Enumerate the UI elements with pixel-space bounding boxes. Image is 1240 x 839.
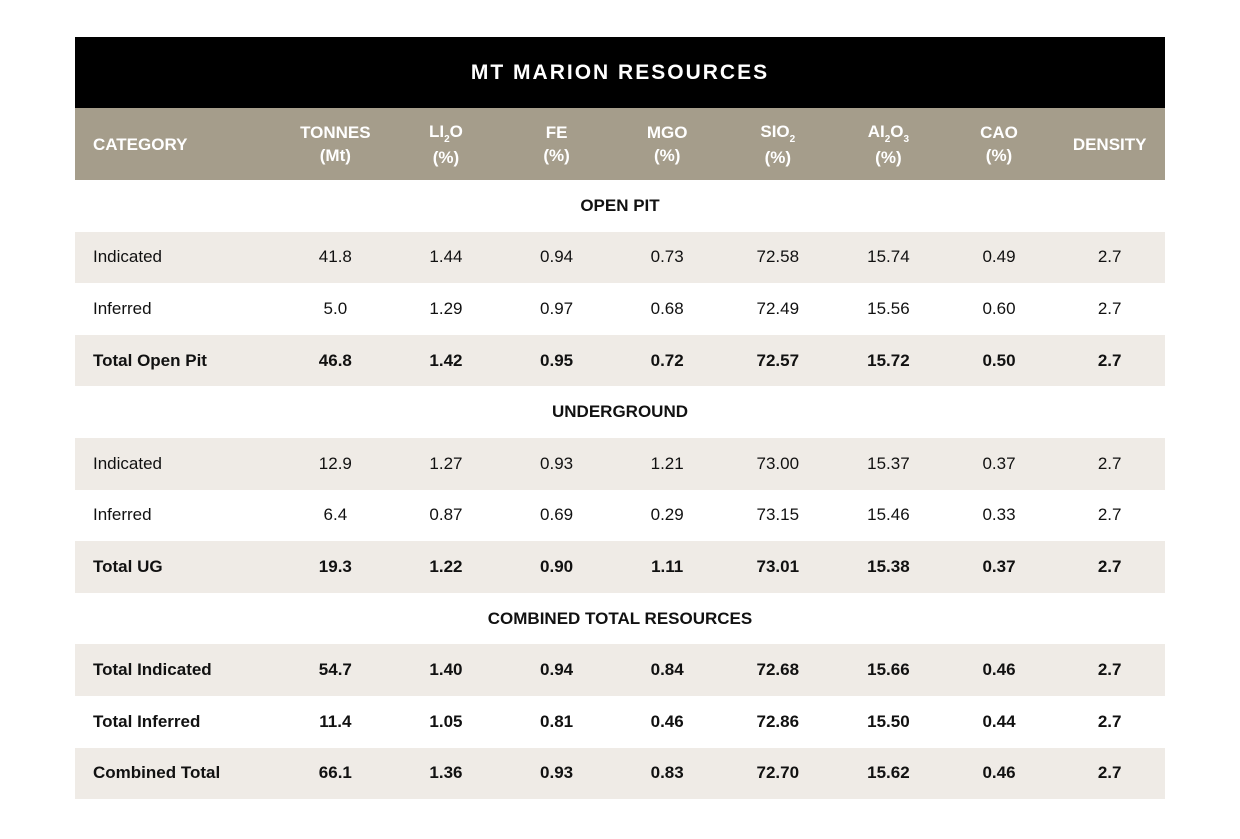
- cell-tonnes: 41.8: [318, 247, 352, 267]
- cell-sio2: 72.57: [756, 350, 800, 370]
- section-combined: [75, 593, 1165, 645]
- row-category: Total UG: [93, 556, 163, 576]
- cell-mgo: 0.73: [650, 247, 684, 267]
- cell-tonnes: 54.7: [318, 660, 352, 680]
- header-li2o-b: O: [449, 121, 463, 141]
- cell-tonnes: 12.9: [318, 453, 352, 473]
- header-density: DENSITY: [1072, 134, 1147, 154]
- header-al2o3-unit: (%): [875, 147, 902, 167]
- header-mgo-label: MGO: [646, 123, 688, 142]
- cell-fe: 0.69: [540, 505, 574, 525]
- table-row: [75, 232, 1165, 284]
- header-cao: [944, 108, 1055, 180]
- header-fe-label: FE: [545, 123, 568, 142]
- cell-cao: 0.50: [982, 350, 1016, 370]
- row-category: Indicated: [93, 247, 162, 267]
- table-row: [75, 283, 1165, 335]
- cell-al2o3: 15.66: [867, 660, 910, 680]
- cell-li2o: 1.29: [429, 298, 463, 318]
- table-row: [75, 438, 1165, 490]
- cell-sio2: 72.86: [756, 711, 800, 731]
- header-li2o: [391, 108, 502, 180]
- cell-cao: 0.49: [982, 247, 1016, 267]
- cell-mgo: 1.21: [650, 453, 684, 473]
- cell-li2o: 1.40: [429, 660, 463, 680]
- cell-cao: 0.60: [982, 298, 1016, 318]
- cell-cao: 0.37: [982, 453, 1016, 473]
- header-tonnes-label: TONNES: [300, 123, 371, 142]
- header-fe: [501, 108, 612, 180]
- header-sio2-a: SIO: [760, 121, 790, 141]
- header-sio2-unit: (%): [764, 147, 792, 167]
- header-tonnes: [280, 108, 391, 180]
- cell-fe: 0.97: [540, 298, 574, 318]
- cell-sio2: 72.68: [756, 660, 800, 680]
- header-category: CATEGORY: [93, 134, 188, 154]
- cell-mgo: 0.29: [650, 505, 684, 525]
- table-row-total: [75, 748, 1165, 800]
- cell-al2o3: 15.37: [867, 453, 910, 473]
- header-li2o-sub: 2: [444, 133, 450, 145]
- cell-sio2: 73.15: [756, 505, 800, 525]
- cell-li2o: 1.05: [429, 711, 463, 731]
- cell-density: 2.7: [1097, 247, 1122, 267]
- cell-mgo: 0.84: [650, 660, 684, 680]
- cell-cao: 0.37: [982, 556, 1016, 576]
- row-category: Inferred: [93, 505, 152, 525]
- cell-fe: 0.95: [540, 350, 574, 370]
- row-category: Inferred: [93, 298, 152, 318]
- cell-li2o: 1.42: [429, 350, 463, 370]
- cell-al2o3: 15.56: [867, 298, 910, 318]
- cell-sio2: 73.00: [756, 453, 800, 473]
- cell-density: 2.7: [1097, 298, 1122, 318]
- cell-al2o3: 15.50: [867, 711, 910, 731]
- table-row-total: [75, 644, 1165, 696]
- resources-table: [75, 108, 1165, 799]
- cell-density: 2.7: [1097, 660, 1122, 680]
- header-al2o3: [833, 108, 944, 180]
- cell-cao: 0.46: [982, 660, 1016, 680]
- cell-tonnes: 19.3: [318, 556, 352, 576]
- cell-fe: 0.94: [540, 247, 574, 267]
- header-fe-unit: (%): [543, 146, 570, 165]
- cell-fe: 0.94: [540, 660, 574, 680]
- cell-fe: 0.93: [540, 763, 574, 783]
- row-category: Indicated: [93, 453, 162, 473]
- row-category: Total Open Pit: [93, 350, 207, 370]
- cell-fe: 0.93: [540, 453, 574, 473]
- cell-tonnes: 66.1: [318, 763, 352, 783]
- table-row-total: [75, 696, 1165, 748]
- cell-mgo: 0.83: [650, 763, 684, 783]
- cell-li2o: 1.27: [429, 453, 463, 473]
- section-title: OPEN PIT: [75, 180, 1165, 232]
- header-row: [75, 108, 1165, 180]
- section-open-pit: [75, 180, 1165, 232]
- table-row-total: [75, 541, 1165, 593]
- row-category: Combined Total: [93, 763, 221, 783]
- cell-tonnes: 46.8: [318, 350, 352, 370]
- header-cao-unit: (%): [985, 146, 1013, 165]
- header-sio2-sub: 2: [789, 133, 796, 145]
- cell-mgo: 0.46: [650, 711, 684, 731]
- cell-tonnes: 6.4: [323, 505, 348, 525]
- header-tonnes-unit: (Mt): [319, 146, 351, 165]
- cell-density: 2.7: [1097, 505, 1122, 525]
- cell-density: 2.7: [1097, 453, 1122, 473]
- header-sio2: [722, 108, 833, 180]
- table-row: [75, 490, 1165, 542]
- cell-li2o: 1.44: [429, 247, 463, 267]
- cell-tonnes: 5.0: [323, 298, 348, 318]
- header-al2o3-sub2: 3: [903, 133, 910, 145]
- cell-fe: 0.90: [540, 556, 574, 576]
- cell-density: 2.7: [1097, 711, 1122, 731]
- header-li2o-unit: (%): [432, 147, 460, 167]
- section-title: UNDERGROUND: [75, 386, 1165, 438]
- cell-al2o3: 15.46: [867, 505, 910, 525]
- cell-mgo: 0.72: [650, 350, 684, 370]
- section-underground: [75, 386, 1165, 438]
- cell-li2o: 1.36: [429, 763, 463, 783]
- cell-al2o3: 15.72: [867, 350, 910, 370]
- cell-sio2: 73.01: [756, 556, 800, 576]
- cell-sio2: 72.49: [756, 298, 800, 318]
- table-title: MT MARION RESOURCES: [75, 37, 1165, 108]
- header-mgo-unit: (%): [653, 146, 681, 165]
- header-li2o-a: LI: [429, 121, 445, 141]
- cell-cao: 0.46: [982, 763, 1016, 783]
- cell-mgo: 0.68: [650, 298, 684, 318]
- header-cao-label: CAO: [980, 123, 1018, 142]
- cell-sio2: 72.58: [756, 247, 800, 267]
- cell-tonnes: 11.4: [319, 711, 352, 731]
- cell-cao: 0.44: [982, 711, 1016, 731]
- resources-table-card: [75, 37, 1165, 799]
- cell-fe: 0.81: [540, 711, 574, 731]
- cell-cao: 0.33: [982, 505, 1016, 525]
- header-al2o3-b: O: [890, 121, 904, 141]
- cell-sio2: 72.70: [756, 763, 800, 783]
- header-al2o3-a: AI: [867, 121, 885, 141]
- cell-density: 2.7: [1097, 556, 1122, 576]
- cell-density: 2.7: [1097, 763, 1122, 783]
- cell-al2o3: 15.62: [867, 763, 910, 783]
- cell-li2o: 1.22: [429, 556, 463, 576]
- cell-li2o: 0.87: [429, 505, 463, 525]
- section-title: COMBINED TOTAL RESOURCES: [75, 593, 1165, 645]
- cell-density: 2.7: [1097, 350, 1122, 370]
- row-category: Total Indicated: [93, 660, 212, 680]
- table-row-total: [75, 335, 1165, 387]
- cell-mgo: 1.11: [651, 556, 684, 576]
- cell-al2o3: 15.74: [867, 247, 910, 267]
- header-al2o3-sub1: 2: [884, 133, 891, 145]
- row-category: Total Inferred: [93, 711, 201, 731]
- cell-al2o3: 15.38: [867, 556, 910, 576]
- header-mgo: [612, 108, 723, 180]
